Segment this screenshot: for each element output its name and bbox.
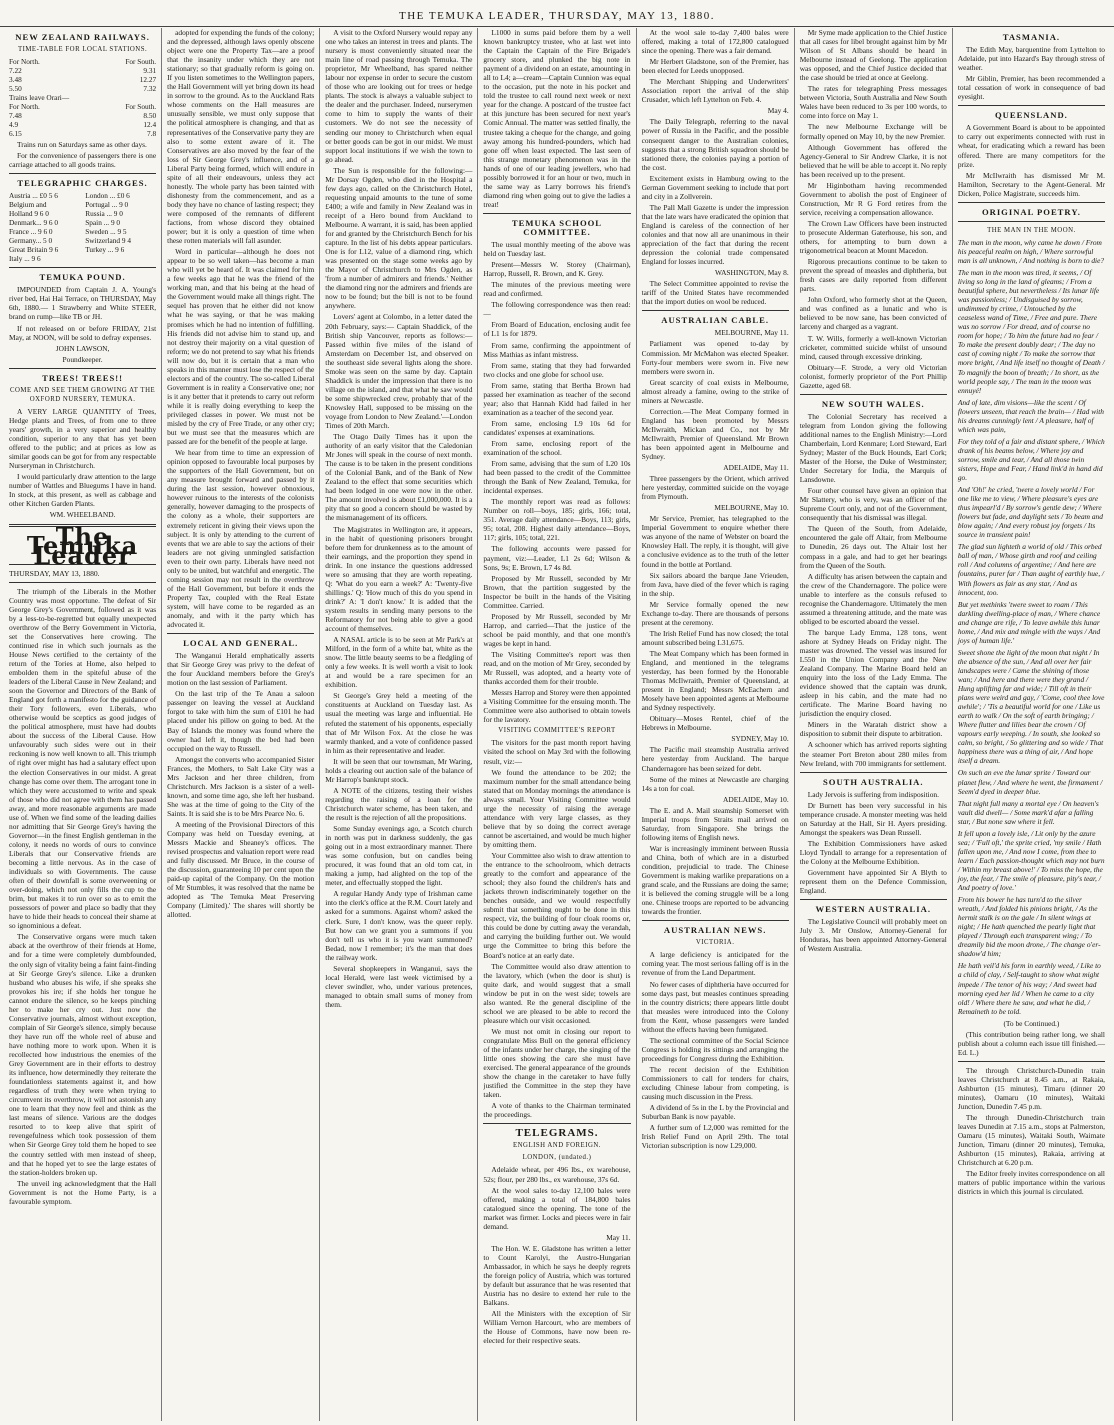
victoria-heading: VICTORIA. — [695, 939, 735, 947]
news-paragraph: Amongst the converts who accompanied Sister Frances, the Mothers, to Salt Lake City was a Mrs Jackson and her three children, from Christchurch. Mrs Jackson is a sister of a well-known, and some time ago, she left her husband. She was at the time of going to the City of the Saints. It is said she is to be Mrs Pearce No. 6. — [167, 754, 315, 818]
trees-signature: WM. WHEELBAND. — [49, 510, 116, 520]
pound-notice: IMPOUNDED from Captain J. A. Young's river bed, Hai Hai Terrace, on THURSDAY, May 6th, 1880.— 1 Strawberry and White STEER, brand on rump—like TB or JH. — [9, 285, 157, 322]
column-1 — [4, 28, 161, 1421]
telegram-paragraph: Mr Herbert Gladstone, son of the Premier, has been elected for Leeds unopposed. — [641, 57, 789, 76]
dateline: ADELAIDE, May 10. — [723, 794, 789, 804]
table-row — [9, 245, 156, 254]
news-paragraph: A meeting of the Provisional Directors of this Company was held on Tuesday evening, at Messrs Mackie and Sheaney's offices. The revised prospectus and valuation report were read and fully discussed. Mr Bruce, in the course of the discussion, guaranteeing 10 per cent upon the paid-up capital of the Company. On the motion of Mr Stumbles, it was resolved that the name be adopted as 'The Temuka Meat Preserving Company (Limited).' The shares will shortly be allotted. — [167, 819, 315, 920]
divider — [800, 394, 947, 395]
divider — [642, 310, 789, 311]
table-row — [9, 236, 156, 245]
dateline: May 4. — [767, 106, 789, 116]
western-australia-heading: WESTERN AUSTRALIA. — [815, 904, 931, 915]
table-cell: Trains leave Orari— — [9, 93, 70, 103]
table-row — [9, 93, 156, 102]
newspaper-nameplate: The Temuka Leader — [26, 522, 139, 570]
poem-stanza: He hath veil'd his form in earthly weed, / Like to a child of clay, / Self-taught to show what might impede / The tenor of his way; / And sweet had morning eyed her lid / When he came to a city old! / Where there he saw, and what he did, / Remaineth to be told. — [957, 961, 1101, 1016]
divider — [167, 633, 314, 634]
divider — [9, 582, 156, 583]
divider — [958, 1061, 1105, 1062]
poem-title: THE MAN IN THE MOON. — [987, 226, 1076, 234]
poem-stanza: The man in the moon was tired, it seems, / Of living so long in the land of gleams; / From a beautiful sphere, but nevertheless / Its lunar life was passionless; / Undisguised by sorrow, undimmed by crime, / Untouched by the ceaseless wand of Time, / Free and pure. There was no sorrow / For dread, and of course no room for hope; / To him the future had no fear / To make the present doubly dear; / The day no cast of coming night / To make the sorrow that more bright, / And life itself no thought of Death / To magnify the boon of breath; / In short, as the world people say, / The man in the moon was ennuyé! — [957, 267, 1105, 395]
table-cell: Belgium and — [9, 200, 47, 210]
school-committee-heading: TEMUKA SCHOOL COMMITTEE. — [511, 217, 603, 237]
tasmania-heading: TASMANIA. — [1002, 32, 1061, 42]
train-notice: The through Christchurch-Dunedin train leaves Christchurch at 8.45 a.m., at Rakaia, Ashburton (15 minutes), Timaru (dinner 20 minutes), Oamaru (10 minutes), Waitaki Junction, Dunedin 7.45 p.m. — [957, 1065, 1105, 1112]
divider — [958, 202, 1105, 203]
news-paragraph: Four other counsel have given an opinion that Mr Slattery, who is very, was an officer of the Supreme Court only, and not of the Government, consequently that his dismissal was illegal. — [799, 486, 947, 523]
poem-stanza: And of late, dim visions—like the scent / Of flowers unseen, that reach the brain— / Had with his dreams cunningly lent / A pleasure, half of which was pain, — [957, 397, 1104, 434]
table-cell: 7.22 — [9, 66, 22, 76]
pound-heading: TEMUKA POUND. — [39, 272, 126, 283]
running-header — [0, 4, 1114, 27]
cable-paragraph: The Meat Company which has been formed in England, and mentioned in the telegrams yesterday, has been formed by the Honorable Thomas McIlwraith, Premier of Queensland, at present in England; Messrs McEachern and Mosely have been appointed agents at Melbourne and Sydney respectively. — [641, 648, 789, 713]
table-cell: 7.48 — [9, 111, 22, 121]
telegram-paragraph: At the wool sales to-day 12,100 bales were offered, making a total of 184,800 bales catalogued since the opening. The tone of the market was firmer. Locks and pieces were in fair demand. — [483, 1185, 631, 1231]
pound-signature: JOHN LAWSON, — [55, 343, 110, 353]
poem-stanza: From his bower he has turn'd to the silver wreath, / And folded his pinions bright, / As the hermit stalk is on the gale / In silent wings at night; / He hath quenched the pearly light that played / Through each transparent wing; / To dreamily bid the moon drone, / The change o'er-shadow'd him; — [957, 895, 1101, 959]
editorial-paragraph: We hear from time to time an expression of opinion opposed to favourable local purposes by the supporters of the Hall Government, but on any measure brought forward and passed by it during the last session, however obnoxious, however ruinous to the interests of the colonists generally, however damaging to the prospects of the colony as a whole, their supporters are extremely reticent in giving their views upon the subject. It is only by attending to the current of events that we are able to say the actions of their leaders are not giving unmingled satisfaction even to their own party. Liberals have need not only to be united, but watchful and energetic. The coming session may not result in the overthrow of the Hall Government, but before it ends the Property Tax, coupled with the Real Estate system, will have come to be regarded as an anomaly, and with it the party which has advocated it. — [167, 448, 315, 630]
news-paragraph: L1000 in sums paid before them by a well known bankruptcy trustee, who at last wet into the Captain the Captain of the Fire Brigade's grocery store, and plunked the big note in payment of a dividend on an estate, amounting in all to L4; a—cream—Captain Cunnion was equal to the occasion, put the note in his pocket and told the trustee to call round next week or next year for the change. A postcard of the trustee fact at this juncture has been secured for next year's Comic Annual. The matter was settled finally, the trustee taking a cheque for the change, and going away among his hundred-pounders, which had gone off when least expected. The last seen of this strange monetary phenomenon was in the hands of one of our leading jewellers, who had possibly borrowed it for an hour or two, much in the same way as Larry borrows his friend's diamond ring when going out to give the ladies a treat! — [483, 28, 631, 209]
table-row — [9, 102, 156, 111]
table-cell: Sweden ... 9 5 — [85, 227, 127, 237]
trees-advert: A VERY LARGE QUANTITY of Trees, Hedge plants and Trees, of from one to three years' growth, in a very superior and healthy condition, superior to any that has yet been offered to the public; and at prices as low as similar goods can be got for from any respectable Nurseryman in Christchurch. — [9, 406, 157, 471]
report-paragraph: Present—Messrs W. Storey (Chairman), Harrop, Russell, R. Brown, and K. Grey. — [483, 260, 631, 279]
table-cell — [106, 93, 156, 102]
column-5 — [636, 28, 794, 1421]
report-paragraph: From same, enclosing report of the examination of the school. — [483, 438, 631, 458]
table-cell: Denmark... 9 6 0 — [9, 218, 59, 228]
divider — [9, 267, 156, 268]
table-row — [9, 111, 156, 120]
news-paragraph: The rates for telegraphing Press messages between Victoria, South Australia and New South Wales have been reduced to 3s per 100 words, to come into force on May 1. — [799, 84, 947, 121]
train-notice: The through Dunedin-Christchurch train leaves Dunedin at 7.15 a.m., stops at Palmerston, Oamaru (15 minutes), Waitaki South, Waimate Junction, Timaru (dinner 20 minutes), Temuka, Ashburton (15 minutes), Rakaia, arriving at Christchurch at 6.20 p.m. — [957, 1113, 1105, 1168]
divider — [483, 213, 630, 214]
news-paragraph: A Government Board is about to be appointed to carry out experiments connected with rust in wheat, for eradicating which a reward has been offered. There are many competitors for the prize. — [957, 123, 1105, 169]
news-paragraph: The Magistrates in Wellington are, it appears, in the habit of questioning prisoners brought before them for drunkenness as to the amount of their earnings, and the proportion they spend in drink. In one instance the questions addressed were so amusing that they are worth repeating. Q: 'What do you earn a week?' A: 'Twenty-five shillings.' Q: 'How much of this do you spend in drink?' A: 'I don't know.' It is added that the system results in sending many persons to the Reformatory for not being able to give a good account of themselves. — [325, 524, 473, 634]
telegrams-heading: TELEGRAMS. — [515, 1127, 599, 1140]
report-paragraph: The following accounts were passed for payment, viz:—Leader, L1 2s 6d; Wilson & Sons, 9s; E. Brown, L7 4s 8d. — [483, 544, 631, 572]
table-row — [9, 191, 156, 200]
news-paragraph: John Oxford, who formerly shot at the Queen, and was confined as a lunatic and who is believed to be now sane, has been convicted of larceny and charged as a vagrant. — [799, 295, 947, 332]
report-paragraph: From same, advising that the sum of L20 10s had been passed to the credit of the Committee through the Bank of New Zealand, Temuka, for incidental expenses. — [483, 459, 631, 496]
telegram-paragraph: At the wool sale to-day 7,400 bales were offered, making a total of 172,800 catalogued since the opening. There was a fair demand. — [641, 28, 789, 56]
news-paragraph: Government have appointed Sir A Blyth to represent them on the Defence Commission, England. — [799, 868, 947, 896]
telegraph-heading: TELEGRAPHIC CHARGES. — [17, 178, 148, 189]
poem-stanza: It fell upon a lovely isle, / Lit only by the azure sea; / 'Full oft,' the sprite cried, 'my smile / Hath fallen upon me, / And now I come, from thee to learn / Each passion-thought which may not burn / Within my breast above!' / To miss the hope, the joy, the fear, / The smile of pleasure, pity's tear, / And poetry of love.' — [957, 828, 1105, 893]
table-cell: Holland 9 6 0 — [9, 209, 49, 219]
pound-notice: If not released on or before FRIDAY, 21st May, at NOON, will be sold to defray expenses. — [9, 323, 157, 342]
news-paragraph: Obituary—F. Strode, a very old Victorian colonist, formerly proprietor of the Port Phillip Gazette, aged 68. — [799, 362, 947, 390]
column-4 — [477, 28, 635, 1421]
table-cell: 7.32 — [143, 84, 157, 94]
visiting-report-heading: VISITING COMMITTEE'S REPORT — [498, 727, 616, 735]
news-paragraph: Some Sunday evenings ago, a Scotch church in north was put in darkness suddenly, the gas going out in a most extraordinary manner. There was some confusion, but on candles being procured, it was found that an old tom cat, in making a jump, had alighted on the top of the meter, and effectually stopped the light. — [325, 824, 473, 888]
news-paragraph: The Legislative Council will probably meet on July 3. Mr Onslow, Attorney-General for Honduras, has been appointed Attorney-General of Western Australia. — [799, 917, 947, 954]
cable-paragraph: Mr Service formally opened the new Exchange to-day. There are thousands of persons present at the ceremony. — [641, 599, 789, 627]
table-cell: For North. — [9, 57, 40, 67]
dateline: LONDON, (undated.) — [522, 1154, 592, 1162]
table-row — [9, 129, 156, 138]
news-paragraph: Dr Burnett has been very successful in his temperance crusade. A monster meeting was held on Saturday at the Hall, Sir H. Ayers presiding. Amongst the speakers was Dean Russell. — [799, 800, 947, 837]
report-paragraph: A vote of thanks to the Chairman terminated the proceedings. — [483, 1101, 631, 1120]
news-paragraph: A NOTE of the citizens, testing their wishes regarding the raising of a loan for the Christchurch water scheme, has been taken, and the result is the rejection of all the propositions. — [325, 785, 473, 822]
news-paragraph: The Crown Law Officers have been instructed to prosecute Alderman Gaterhouse, his son, and others, for attempting to burn down a trigonometrical beacon at Mount Macedon. — [799, 218, 947, 256]
editor-notice: The Editor freely invites correspondence on all matters of public importance within the various districts in which this journal is circulated. — [957, 1169, 1105, 1197]
trees-subheading: COME AND SEE THEM GROWING AT THE OXFORD NURSERY, TEMUKA. — [9, 386, 156, 403]
divider — [800, 899, 947, 900]
column-container — [4, 28, 1110, 1421]
dateline: ADELAIDE, May 11. — [723, 463, 789, 473]
report-paragraph: The monthly report was read as follows: Number on roll—boys, 185; girls, 166; total, 351. Average daily attendance—Boys, 113; girls, 95; total, 208. Highest daily attendance—Boys, 117; girls, 105; total, 221. — [483, 497, 631, 543]
cable-paragraph: Six sailors aboard the barque Jane Vrieuden, from Java, have died of the fever which is raging in the ship. — [641, 570, 789, 598]
divider — [958, 221, 1105, 222]
table-cell: 4.9 — [9, 120, 19, 130]
poetry-heading: ORIGINAL POETRY. — [981, 206, 1081, 217]
table-row — [9, 254, 156, 263]
poem-stanza: On such an eve the lunar sprite / Toward our planet flew, / And where he went, the firmament / Seem'd dyed in deeper blue. — [957, 768, 1103, 796]
table-row — [9, 218, 156, 227]
news-paragraph: A NASAL article is to be seen at Mr Park's at Milford, in the form of a white bat, white as the snow. The little beauty seems to be a fledgling of only a few weeks. It is well worth a visit to look at and would be a rare specimen for an exhibition. — [325, 635, 473, 690]
report-paragraph: Proposed by Mr Russell, seconded by Mr Harrop, and carried—That the justice of the school be paid monthly, and that one month's wages be kept in hand. — [483, 611, 631, 648]
cable-paragraph: Correction.—The Meat Company formed in England has been promoted by Messrs McIlwraith, Mickan and Co., not by Mr McIlwraith, Premier of Queensland. Mr Brown has been appointed agent in Melbourne and Sydney. — [641, 406, 789, 462]
report-paragraph: From same, confirming the appointment of Miss Mathias as infant mistress. — [483, 340, 631, 359]
table-cell: 12.27 — [139, 75, 157, 85]
cable-paragraph: Parliament was opened to-day by Commission. Mr McMahon was elected Speaker. Forty-four members were sworn in. Five new members were sworn in. — [641, 339, 789, 376]
cable-paragraph: The Irish Relief Fund has now closed; the total amount subscribed being L31,675. — [641, 628, 789, 647]
table-row — [9, 57, 156, 66]
table-row — [9, 200, 156, 209]
cable-paragraph: The E. and A. Mail steamship Somerset with Imperial troops from Straits mail arrived on Saturday, from Singapore. She brings the following items of English news. — [641, 805, 789, 842]
table-row — [9, 66, 156, 75]
issue-date: THURSDAY, MAY 13, 1880. — [9, 568, 100, 578]
news-paragraph: Rigorous precautions continue to be taken to prevent the spread of measles and diphtheria, but fresh cases are daily reported from different parts. — [799, 257, 947, 294]
report-paragraph: Your Committee also wish to draw attention to the entrance to the schoolroom, which detracts greatly to the comfort and appearance of the school; they also found the children's hats and jackets thrown indiscriminately together on the benches outside, and we would respectfully submit that something ought to be done in this respect, viz, the building of four cloak rooms or, this could be done by cutting away the verandah, and carrying the building further out. We would urge the Committee to bring this before the Board's notice at an early date. — [483, 850, 631, 960]
cable-paragraph: War is increasingly imminent between Russia and China, both of which are in a disturbed condition, prejudicial to trade. The Chinese Government is making warlike preparations on a grand scale, and the Russians are doing the same; it is believed the coming struggle will be a long one. Chinese troops are reported to be advancing towards the frontier. — [641, 843, 789, 917]
report-paragraph: The Committee would also draw attention to the lavatory, which (when the door is shut) is quite dark, and would suggest that a small window be put in on the west side; towels are also wanted. Re the general discipline of the school we are pleased to be able to record the pleasure which our visit occasioned. — [483, 961, 631, 1025]
divider — [800, 772, 947, 773]
dateline: MELBOURNE, May 10. — [714, 503, 789, 513]
poem-stanza: For they told of a fair and distant sphere, / Which drank of his beams below, / Where joy and sorrow, smile and tear, / And all those twin sisters, Hope and Fear, / Hand link'd in hand did go. — [957, 436, 1105, 483]
editorial-paragraph: The unveil ing acknowledgment that the Hall Government is not the Home Party, is a favourable symptom. — [9, 1178, 157, 1206]
pound-signature-title: Poundkeeper. — [62, 354, 103, 364]
column-2 — [161, 28, 319, 1421]
news-paragraph: A difficulty has arisen between the captain and the crew of the Chandernagore. The police were unable to interfere as the consuls refused to recognise the Chandernagore. Ultimately the men assumed a threatening attitude, and the mate was obliged to be escorted aboard the vessel. — [799, 571, 947, 626]
news-paragraph: A regular Handy Andy type of Irishman came into the clerk's office at the R.M. Court lately and asked for a summons. Against whom? asked the clerk. Sure, I don't know, was the queer reply. But how can we grant you a summons if you don't tell us who it is you want summoned? Bedad, now I remember; it's the man that does the railway work. — [325, 889, 473, 962]
table-cell — [85, 254, 156, 263]
poem-stanza: The man in the moon, why came he down / From his peaceful realm on high, / Where sorrowful man is all unknown, / And nothing is born to die? — [957, 237, 1105, 265]
news-paragraph: Although Government has offered the Agency-General to Sir Andrew Clarke, it is not believed that he will be able to accept it. No reply has been received up to the present. — [799, 142, 947, 179]
column-3 — [319, 28, 477, 1421]
local-general-heading: LOCAL AND GENERAL. — [183, 638, 299, 649]
poem-stanza: And 'Oh!' he cried, 'twere a lovely world / For one like me to view, / Where pleasure's eyes are thus impearl'd / By sorrow's gentle dew; / Where flowers but fade, and daylight sets / To beam and blow again; / And every robust joy forgets / Its source in transient pain! — [957, 485, 1103, 540]
news-paragraph: The barque Lady Emma, 128 tons, went ashore at Sydney Heads on Friday night. The master was drowned. The vessel was insured for L550 in the Union Company and the New Zealand Company. The Marine Board held an enquiry into the loss of the Lady Emma. The evidence showed that the captain was drunk, asleep in his cabin, and the mate had no certificate. The Marine Board having no jurisdiction the enquiry closed. — [799, 627, 947, 719]
report-paragraph: We must not omit in closing our report to congratulate Miss Bull on the general efficiency of the infants under her charge, the singing of the little ones showing the care she must have exercised. The general appearance of the grounds show the change in the caretaker to have fully justified the Committee in the step they have taken. — [483, 1026, 631, 1100]
news-paragraph: The recent decision of the Exhibition Commissioners to call for tenders for chairs, excluding Chinese labour from competing, is causing much discussion in the Press. — [641, 1064, 789, 1102]
telegram-paragraph: The Daily Telegraph, referring to the naval power of Russia in the Pacific, and the possible consequent danger to the Australian colonies, suggests that a strong British squadron should be stationed there, the colonies paying a portion of the cost. — [641, 117, 789, 172]
report-paragraph: From Board of Education, enclosing audit fee of L1 1s for 1879. — [483, 320, 631, 339]
table-cell: Great Britain 9 6 — [9, 245, 59, 255]
report-paragraph: The Visiting Committee's report was then read, and on the motion of Mr Grey, seconded by Mr Russell, was adopted, and a hearty vote of thanks accorded them for their trouble. — [483, 650, 631, 687]
table-cell: Portugal ... 9 0 — [85, 200, 129, 210]
table-row — [9, 75, 156, 84]
news-paragraph: A further sum of L2,000 was remitted for the Irish Relief Fund on April 29th. The total Victorian subscription is now L29,000. — [641, 1123, 789, 1151]
table-cell: For North. — [9, 102, 40, 112]
telegram-paragraph: The Hon. W. E. Gladstone has written a letter to Count Karolyi, the Austro-Hungarian Ambassador, in which he says he deeply regrets the foreign policy of Austria, which was tortured by default but assurance that he was resented that Austria has no desire to extend her rule to the Balkans. — [483, 1243, 631, 1308]
table-cell: 3.48 — [9, 75, 22, 85]
table-cell: 12.4 — [143, 120, 157, 130]
telegram-paragraph: Adelaide wheat, per 496 lbs., ex warehouse, 52s; flour, per 280 lbs., ex warehouse, 37s 6d. — [483, 1165, 631, 1184]
railways-note: Trains run on Saturdays same as other days. — [17, 140, 147, 150]
table-cell: France ... 9 6 0 — [9, 227, 53, 237]
poem-stanza: That night full many a mortal eye / On heaven's vault did dwell— / Some mark'd afar a falling star, / But none saw where it fell. — [957, 798, 1099, 826]
report-paragraph: Proposed by Mr Russell, seconded by Mr Brown, that the partition suggested by the Inspector be built in the hands of the Visiting Committee. Carried. — [483, 573, 631, 610]
telegram-paragraph: The Select Committee appointed to revise the tariff of the United States have recommended that the import duties on wool be reduced. — [641, 279, 789, 307]
trees-advert: I would particularly draw attention to the large number of Wattles and Bluegums I have in hand. In stock, at this present, as well as cabbage and other Kitchen Garden Plants. — [9, 472, 157, 509]
news-paragraph: Mr Giblin, Premier, has been recommended a total cessation of work in consequence of bad eyesight. — [957, 74, 1105, 102]
cable-paragraph: Mr Service, Premier, has telegraphed to the Imperial Government to enquire whether there was anyone of the name of Webster on board the Knowsley Hall. The reply, it is thought, will give a conclusive evidence as to the truth of the letter found in the bottle at Portland. — [641, 514, 789, 569]
news-paragraph: A schooner which has arrived reports sighting the steamer Port Breton about 280 miles from New Ireland, with 700 immigrants for settlement. — [799, 740, 947, 768]
railway-timetable — [9, 57, 156, 138]
australian-news-heading: AUSTRALIAN NEWS. — [663, 925, 767, 936]
divider — [642, 920, 789, 921]
table-cell: 5.50 — [9, 84, 22, 94]
editor-note: (This contribution being rather long, we shall publish about a column each issue till finished.—Ed. L.) — [957, 1029, 1105, 1057]
cable-paragraph: Obituary—Moses Rentel, chief of the Hebrews in Melbourne. — [641, 714, 789, 733]
dateline: SYDNEY, May 10. — [731, 734, 789, 744]
table-cell: Switzerland 9 4 — [85, 236, 132, 246]
australian-cable-heading: AUSTRALIAN CABLE. — [661, 315, 769, 326]
table-cell: For South. — [125, 57, 157, 67]
cable-paragraph: Some of the mines at Newcastle are charging 14s a ton for coal. — [641, 774, 789, 793]
news-paragraph: Mr Syme made application to the Chief Justice that all cases for libel brought against him by Mr Wilson of St Albans should be heard in Melbourne instead of Geelong. The application was opposed, and the Chief Justice decided that the case should be tried at once at Geelong. — [799, 28, 947, 83]
nsw-heading: NEW SOUTH WALES. — [821, 398, 925, 409]
news-paragraph: A visit to the Oxford Nursery would repay any one who takes an interest in trees and plants. The nursery is most conveniently situated near the main line of road passing through Temuka. The proprietor, Mr Wheelband, has spared neither labour nor expense in order to secure the custom of those who are looking out for trees or hedge plants. The stock is always a valuable subject to the dealer and the purchaser. Indeed, nurserymen come to him to supply the wants of their customers. We do not see the necessity of sending our money to Christchurch when equal or better goods can be got in our midst. We must support local institutions if we wish the town to go ahead. — [325, 28, 473, 164]
news-paragraph: The Wanganui Herald emphatically asserts that Sir George Grey was privy to the defeat of the four Auckland members before the Grey's motion on the last session of Parliament. — [167, 651, 315, 688]
table-row — [9, 227, 156, 236]
divider — [9, 368, 156, 369]
news-paragraph: The Colonial Secretary has received a telegram from London giving the following additional names to the English Ministry:—Lord Chamberlain, Lord Kenmare; Lord Steward, Earl Sydney; Master of the Buck Hounds, Earl Cork; Master of the Horse, the Duke of Westminster; Under Secretary for India, the Marquis of Lansdowne. — [799, 411, 947, 485]
news-paragraph: St George's Grey held a meeting of the constituents at Auckland on Tuesday last. As usual the meeting was large and influential. He refuted the statement of his opponents, especially that of Mr Wilson Fox. At the close he was warmly thanked, and a vote of confidence passed in him as their representative and leader. — [325, 691, 473, 755]
news-paragraph: The Exhibition Commissioners have asked Lloyd Tyndall to arrange for a representation of the Colony at the Melbourne Exhibition. — [799, 838, 947, 866]
table-row — [9, 209, 156, 218]
table-cell: 9.31 — [143, 66, 157, 76]
table-cell: 7.8 — [147, 129, 157, 139]
news-paragraph: Lady Jervois is suffering from indisposition. — [807, 789, 939, 799]
table-cell: Turkey ... 9 6 — [85, 245, 125, 255]
report-paragraph: From same, enclosing L9 10s 6d for candidates' expenses at examinations. — [483, 418, 631, 437]
table-row — [9, 120, 156, 129]
telegram-paragraph: The Pall Mall Gazette is under the impression that the late wars have eradicated the opinion that England is careless of the connection of her colonies and that now all are unanimous in their appreciation of the fact that during the recent depression the colonial trade compensated England for losses incurred. — [641, 202, 789, 267]
news-paragraph: Several shopkeepers in Wanganui, says the local Herald, were last week victimised by a clever swindler, who, under various pretences, managed to obtain small sums of money from them. — [325, 963, 473, 1009]
news-paragraph: Mr McIlwraith has dismissed Mr M. Hamilton, Secretary to the Agent-General. Mr Dicken, Police Magistrate, succeeds him. — [957, 170, 1105, 198]
report-paragraph: We found the attendance to be 202; the maximum number for the small attendance being stated that on Monday mornings the attendance is always small. Your Visiting Committee would urge the necessity of raising the average attendance with very large classes, as they believe that by so doing the correct average cannot be ascertained, and would be much higher by omitting them. — [483, 767, 631, 849]
telegram-paragraph: The Merchant Shipping and Underwriters' Association report the arrival of the ship Crusader, which left Lyttelton on Feb. 4. — [641, 77, 789, 105]
table-cell: Russia ... 9 0 — [85, 209, 123, 219]
divider — [483, 1123, 630, 1124]
poem-stanza: Sweet shone the light of the moon that night / In the absence of the sun, / And all over her fair landscapes were / Came the shining of those wan; / And here and there were they grand / Hung uplifting far and wide; / Till oft in their plans were weird and gay, / 'Come, cool thee love awhile'; / 'Tis a beautiful world for one / Like us earth to walk / On the soft of earth bringing; / Where flutter and lilies bear the crown / Of vapours early weeping. / In south, she looked so calm, so bright, / So glittering and so wide / That happiness there was a thing of air, / And hope itself a dream. — [957, 647, 1105, 766]
editorial-paragraph: The Conservative organs were much taken aback at the overthrow of their friends at Home, and for a time were completely dumbfounded, the only sign of vitality being a faint faint-finding at Sir George Grey's silence. Like a drunken husband who abuses his wife, if she speaks she provokes his ire; if she holds her tongue he cannot endure the silence, so he keeps pinching her to make her cry out. Just now the Conservative journals, almost without exception, complain of Sir George's silence, simply because they have run off the whole reel of abuse and have nothing more to work upon. When it is recollected how industrious the enemies of the Grey Government are in their efforts to destroy its influence, how determinedly they reiterate the foundationless statements against it, and how regardless of truth they were when trying to circumvent its overthrow, it will not astonish any one to learn that they now feel and think as the last means of silence. Various are the dodges resorted to to keep alive that spirit of revengefulness which took possession of them when Sir George Grey told them he hoped to see the country settled with men instead of sheep, and that he hoped yet to see the large estates of the station-holders broken up. — [9, 932, 157, 1177]
news-paragraph: The Otago Daily Times has it upon the authority of an early visitor that the Caledonian Mr Jones will speak in the course of next month. The cause is to be taken in the present conditions of the Colonial Bank, and of the Bank of New Zealand to the effect that some securities which had been lodged in one were now in the other. The amount involved is about £1,000,000. It is a pity that so good a concern should be wasted by the mismanagement of its officers. — [325, 432, 473, 523]
news-paragraph: No fewer cases of diphtheria have occurred for some days past, but measles continues spreading in the country districts; there appears little doubt that measles were introduced into the Colony from the Kent, whose passengers were landed without the effects having been fumigated. — [641, 979, 789, 1034]
table-row — [9, 84, 156, 93]
news-paragraph: The Queen of the South, from Adelaide, encountered the gale off Altair, from Melbourne to Dunedin, 26 days out. The Altair lost her compass in a gale, and had to get her bearings from the Queen of the South. — [799, 524, 947, 570]
news-paragraph: It will be seen that our townsman, Mr Waring, holds a clearing out auction sale of the balance of Mr Harrop's bankrupt stock. — [325, 756, 473, 784]
report-paragraph: The following correspondence was then read:— — [483, 300, 631, 319]
railways-note: For the convenience of passengers there is one carriage attached to all goods trains. — [9, 151, 157, 170]
news-paragraph: The sectional committee of the Social Science Congress is holding its sittings and arranging the proceedings for Congress during the Exhibition. — [641, 1035, 789, 1063]
divider — [9, 173, 156, 174]
queensland-heading: QUEENSLAND. — [994, 110, 1068, 121]
news-paragraph: The Sun is responsible for the following:— Mr Dorsay Ogden, who died in the Hospital a few days ago, called on the Christchurch Hotel, requesting unpaid amounts to the tune of some £400; a wife and family in New Zealand was in receipt of a Hero bound from Auckland to Melbourne. A warrant, it is said, has been applied for and granted by the Christchurch Bench for his capture. In the list of his debts appear particulars. One is for L12, value of a diamond ring, which was presented on the stage some weeks ago by the Mayor of Christchurch to Mrs Ogden, as 'from a number of admirers and friends.' Neither the diamond ring nor the admirers and friends are now to be found; but the bill is not to be found anywhere. — [325, 165, 473, 311]
news-paragraph: Miners in the Waratah district show a disposition to submit their dispute to arbitration. — [799, 720, 947, 739]
table-cell: For South. — [125, 102, 157, 112]
report-paragraph: The minutes of the previous meeting were read and confirmed. — [483, 280, 631, 299]
column-7 — [952, 28, 1110, 1421]
table-cell: Spain ... 9 0 — [85, 218, 121, 228]
news-paragraph: Lovers' agent at Colombo, in a letter dated the 20th February, says:— Captain Shaddick, of the British ship Vancouver, reports as follows:— Passed within five miles of the island of Amsterdam on December 1st, and observed on the southeast side several lights along the shore. Smoke was seen on the same by day. Captain Shaddick is under the impression that there is no village on the island, and that what he saw would be some shipwrecked crew, probably that of the Knowsley Hall, supposed to be missing on the voyage from London to New Zealand.'—London Times of 20th March. — [325, 312, 473, 431]
report-paragraph: The visitors for the past month report having visited the school on May 3rd with the following result, viz:— — [483, 738, 631, 766]
news-paragraph: The Edith May, barquentine from Lyttelton to Adelaide, put into Hazard's Bay through stress of weather. — [957, 45, 1105, 73]
editorial-paragraph: adopted for expending the funds of the colony; and the depressed, although laws openly obscene object were one the Property Tax—are a proof that the insanity under which they are not stationary; so that gradually reform is going on. If you listen sometimes to the Wellington papers, the Hall Government will yet bring down its head in sorrow to the ground. As to the Auckland Rats whose comments on the Hall measures are unusually sensible, we must only suppose that the political atmosphere is changing, and that as representatives of the Conservative party they are also to some extent aware of it. The Conservatives are also moved by the fear of the loss of Sir George Grey's influence, and of a Liberal Party being formed, which will endure in spite of all their endeavours, unless they act honestly. The whole party has been tainted with dishonesty from the commencement, and as a body they have no chance of lasting respect; they were composed of the remnants of different factions, from whose discord they obtained power; but it is only a question of time when these rotten materials will fall asunder. — [167, 28, 315, 246]
continued-note: (To be Continued.) — [1003, 1018, 1060, 1028]
telegram-paragraph: Excitement exists in Hamburg owing to the German Government seeking to include that port and city in a Zollverein. — [641, 173, 789, 201]
report-paragraph: Messrs Harrop and Storey were then appointed a Visiting Committee for the ensuing month. The Committee were also authorised to obtain towels for the lavatory. — [483, 688, 631, 725]
divider — [958, 105, 1105, 106]
table-cell: 6.15 — [9, 129, 22, 139]
cable-paragraph: Three passengers by the Orient, which arrived here yesterday, committed suicide on the voyage from Plymouth. — [641, 474, 789, 502]
table-cell: London ... £0 6 — [85, 191, 130, 201]
editorial-paragraph: Word in particular—although he does not appear to be so well taken—has become a man who will yet be heard of. It was claimed for him a few weeks ago that he was the friend of the working man, and that his being at the head of the Government would make all things right. The sequel has proven that he either did not know what he was saying, or that he was making promises which he had no intention of fulfilling. His friends did not advise him to stand up, and not destroy their majority on a vital question of reform; we do not pretend to say what his friends will now do, but it is certain that a man who speaks in this manner must lose the respect of the electors and of the country. The so-called Liberal Government is in reality a Conservative one; nor is it any better that it pretends to carry out reform while it is really doing everything to keep the privileged classes in power. We must not be misled by the cry of Free Trade, or any other cry; but we must see that the measures which are passed are for the benefit of the people at large. — [167, 247, 315, 447]
report-paragraph: From same, stating that Bertha Brown had passed her examination as teacher of the second year; also that Hannah Kidd had failed in her examination as a teacher of the second year. — [483, 380, 631, 417]
dateline: May 11. — [606, 1232, 631, 1242]
editorial-paragraph: The triumph of the Liberals in the Mother Country was most opportune. The defeat of Sir George Grey's Government, followed as it was by a less-to-be-regretted but equally unexpected overthrow of the Berry Government in Victoria, set the Conservatives here crowing. The continued rise in which such journals as the House News certified to the certainty of the return of the Tories at Home, also helped to embolden them in the spiteful abuse of the leaders of the Liberal Cause in New Zealand; and soon the Governor and Directors of the Bank of England got forth a manifesto for the guidance of their Tory followers, even Liberals, who otherwise would be sceptics as good judges of the political atmosphere, must have had doubts about the success of the Liberal Cause. How unfavourably such sides were out in their reckoning is now well known to all. This triumph of right over might has had a salutary effect upon the election Conservatives in our midst. A great change has come over them. The arrogant tone in which they were accustomed to write and speak of those who did not agree with them has passed away, and more reasonable arguments are made use of. When we find some of the leading dailies nor admitting that Sir George Grey's having the Governor—in the finest English gentleman in the colony, it needs no words of ours to convince Liberals that our Conservative friends are becoming a little nervous. As in the case of individuals so with Governments. The cause often of their downfall is some overweening or over-doing, which not only fills the cup to the brim, but makes it to run over so as to emit the possessors of power and place so badly that they have to hide their heads to conceal their shame at so ignominious a defeat. — [9, 586, 157, 931]
dateline: MELBOURNE, May 11. — [714, 328, 789, 338]
table-cell: Germany... 5 0 — [9, 236, 53, 246]
railways-heading: NEW ZEALAND RAILWAYS. — [15, 32, 150, 42]
telegram-paragraph: All the Ministers with the exception of Sir William Vernon Harcourt, who are members of the House of Commons, have now been re-elected for their respective seats. — [483, 1309, 631, 1346]
report-paragraph: From same, stating that they had forwarded two clocks and one globe for school use. — [483, 360, 631, 379]
railways-subheading: TIME-TABLE FOR LOCAL STATIONS. — [17, 46, 148, 54]
news-paragraph: On the last trip of the Te Anau a saloon passenger on leaving the vessel at Auckland forgot to take with him the sum of £101 he had placed under his pillow on going to bed. At the Bay of Islands the money was found where the owner had left it, though the bed had been occupied on the way to Russell. — [167, 689, 315, 753]
cable-paragraph: Great scarcity of coal exists in Melbourne, almost already a famine, owing to the strike of miners at Newcastle. — [641, 377, 789, 405]
news-paragraph: A large deficiency is anticipated for the coming year. The most serious falling off is in the revenue of from the Land Department. — [641, 950, 789, 978]
report-paragraph: The usual monthly meeting of the above was held on Tuesday last. — [483, 240, 631, 259]
poem-stanza: But yet methinks 'twere sweet to roam / This darkling dwelling-place of man, / Where chance and change are rife, / To leave awhile this lunar home, / And mix and mingle with the ways / And joys of human life.' — [957, 599, 1101, 645]
telegrams-subheading: ENGLISH AND FOREIGN. — [513, 1142, 601, 1150]
news-paragraph: T. W. Wills, formerly a well-known Victorian cricketer, committed suicide whilst of unsound mind, caused through excessive drinking. — [799, 333, 947, 361]
south-australia-heading: SOUTH AUSTRALIA. — [823, 776, 924, 787]
news-paragraph: A dividend of 5s in the L by the Provincial and Suburban Bank is now payable. — [641, 1103, 789, 1122]
trees-heading: TREES! TREES!! — [42, 372, 124, 383]
column-6 — [794, 28, 952, 1421]
cable-paragraph: The Pacific mail steamship Australia arrived here yesterday from Auckland. The barque Chandernagore has been seized for debt. — [641, 745, 789, 773]
table-cell: 8.50 — [143, 111, 157, 121]
poem-stanza: The glad sun lighteth a world of old / This orbed ball of man, / Whose girth and roof and ceiling roll / And columns of argentine; / And here are fountains, purer far / Than aught of earthly hue, / With flowers as fair as any star, / And as innocent, too. — [957, 542, 1104, 597]
running-header-text: THE TEMUKA LEADER, THURSDAY, MAY 13, 1880. — [398, 10, 716, 22]
table-cell: Austria ... £0 5 6 — [9, 191, 58, 201]
dateline: WASHINGTON, May 8. — [714, 268, 789, 278]
telegraph-charges-table — [9, 191, 156, 263]
news-paragraph: The new Melbourne Exchange will be formally opened on May 10, by the new Premier. — [799, 122, 947, 141]
news-paragraph: Mr Higinbotham having recommended Government to abolish the post of Engineer of Construction, Mr R G Ford retires from the service, receiving a compensation allowance. — [799, 180, 947, 217]
table-cell: Italy ... 9 6 — [9, 254, 41, 264]
poem-body — [958, 238, 1105, 1016]
